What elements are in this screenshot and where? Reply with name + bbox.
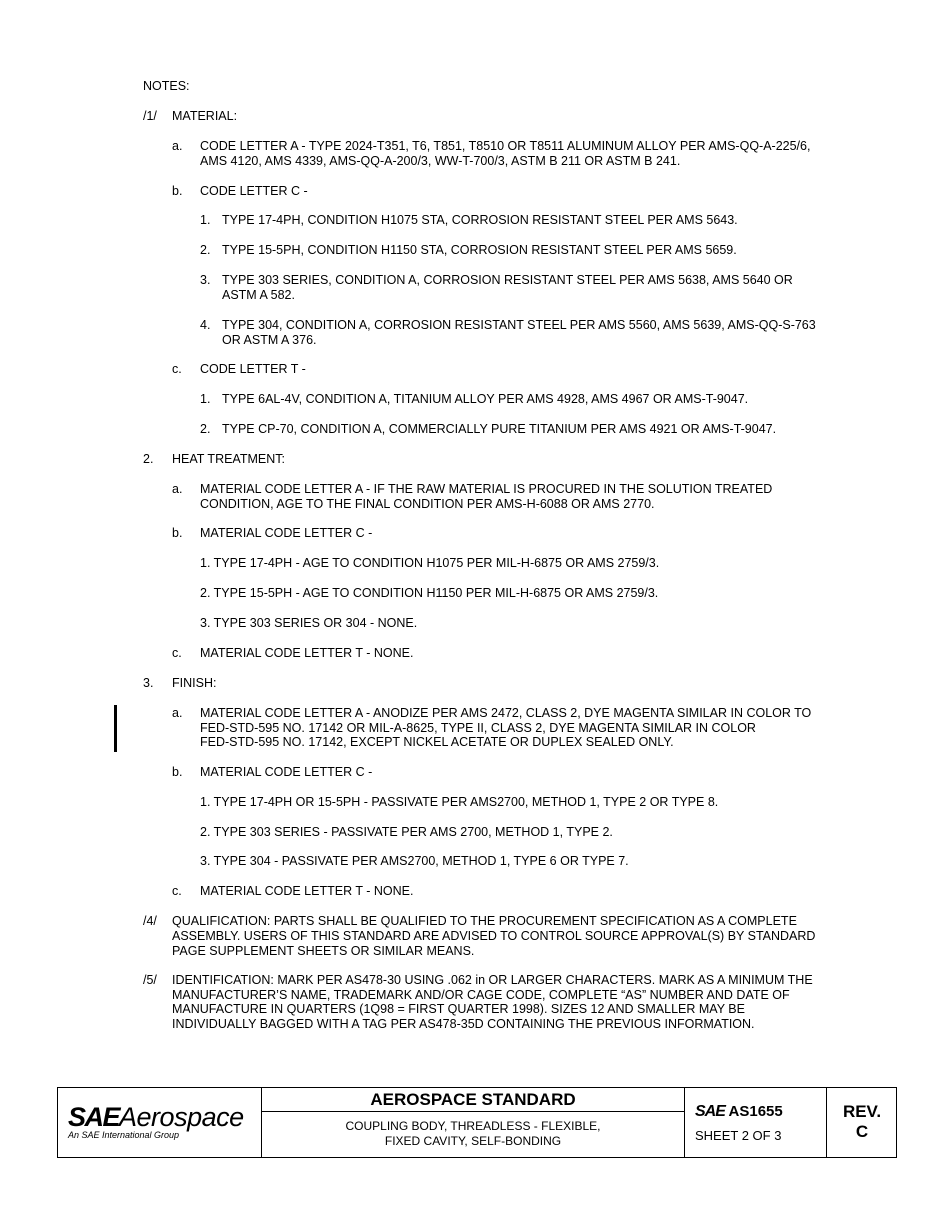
item-text: MATERIAL CODE LETTER T - NONE.	[200, 646, 414, 660]
sub-item-text: TYPE 17-4PH, CONDITION H1075 STA, CORROSION RESISTANT STEEL PER AMS 5643.	[222, 213, 738, 227]
document-title	[262, 1119, 684, 1149]
sub-item-text: TYPE 6AL-4V, CONDITION A, TITANIUM ALLOY PER AMS 4928, AMS 4967 OR AMS-T-9047.	[222, 392, 749, 406]
sub-item-text: 1. TYPE 17-4PH OR 15-5PH - PASSIVATE PER AMS2700, METHOD 1, TYPE 2 OR TYPE 8.	[200, 795, 719, 809]
revision	[827, 1102, 897, 1142]
section-title: FINISH:	[172, 676, 217, 690]
item-text: MATERIAL CODE LETTER C -	[200, 765, 373, 779]
document-title-line-2: FIXED CAVITY, SELF-BONDING	[384, 1134, 562, 1148]
section-text: PAGE SUPPLEMENT SHEETS OR SIMILAR MEANS.	[172, 944, 475, 958]
item-letter: b.	[172, 184, 183, 198]
item-letter: c.	[172, 362, 182, 376]
logo-tagline: An SAE International Group	[68, 1130, 180, 1140]
item-letter: a.	[172, 482, 183, 496]
revision-cell	[827, 1088, 897, 1157]
logo-aerospace: Aerospace	[119, 1102, 244, 1132]
item-letter: c.	[172, 884, 182, 898]
sub-item-number: 2.	[200, 243, 211, 257]
item-letter: c.	[172, 646, 182, 660]
item-letter: a.	[172, 706, 183, 720]
section-text: QUALIFICATION: PARTS SHALL BE QUALIFIED TO THE PROCUREMENT SPECIFICATION AS A COMPLETE	[172, 914, 797, 928]
notes-title: NOTES:	[143, 79, 190, 93]
sub-item-number: 1.	[200, 213, 211, 227]
item-text: CONDITION, AGE TO THE FINAL CONDITION PER AMS-H-6088 OR AMS 2770.	[200, 497, 655, 511]
section-marker: /5/	[143, 973, 157, 987]
sub-item-number: 1.	[200, 392, 211, 406]
section-text: MANUFACTURE IN QUARTERS (1Q98 = FIRST QUARTER 1998). SIZES 12 AND SMALLER MAY BE	[172, 1002, 745, 1016]
sae-mark: SAE	[695, 1103, 725, 1120]
item-text: MATERIAL CODE LETTER A - IF THE RAW MATERIAL IS PROCURED IN THE SOLUTION TREATED	[200, 482, 773, 496]
sub-item-text: TYPE 15-5PH, CONDITION H1150 STA, CORROSION RESISTANT STEEL PER AMS 5659.	[222, 243, 737, 257]
sub-item-text: OR ASTM A 376.	[222, 333, 317, 347]
item-text: MATERIAL CODE LETTER C -	[200, 526, 373, 540]
sub-item-text: TYPE 303 SERIES, CONDITION A, CORROSION RESISTANT STEEL PER AMS 5638, AMS 5640 OR	[222, 273, 793, 287]
sheet-number: SHEET 2 OF 3	[695, 1128, 782, 1143]
title-block	[57, 1087, 897, 1158]
title-cell	[262, 1088, 685, 1157]
sub-item-text: 3. TYPE 304 - PASSIVATE PER AMS2700, METHOD 1, TYPE 6 OR TYPE 7.	[200, 854, 629, 868]
revision-value: C	[855, 1122, 869, 1141]
logo-cell	[58, 1088, 262, 1157]
document-number-value: AS1655	[728, 1103, 783, 1120]
sub-item-text: 1. TYPE 17-4PH - AGE TO CONDITION H1075 PER MIL-H-6875 OR AMS 2759/3.	[200, 556, 660, 570]
item-letter: a.	[172, 139, 183, 153]
sub-item-text: TYPE 304, CONDITION A, CORROSION RESISTANT STEEL PER AMS 5560, AMS 5639, AMS-QQ-S-763	[222, 318, 816, 332]
section-text: IDENTIFICATION: MARK PER AS478-30 USING .062 in OR LARGER CHARACTERS. MARK AS A MINIMUM THE	[172, 973, 813, 987]
logo-sae: SAE	[68, 1102, 120, 1132]
section-marker: /4/	[143, 914, 157, 928]
sub-item-number: 3.	[200, 273, 211, 287]
revision-label: REV.	[842, 1102, 882, 1121]
section-text: ASSEMBLY. USERS OF THIS STANDARD ARE ADVISED TO CONTROL SOURCE APPROVAL(S) BY STANDARD	[172, 929, 816, 943]
item-text: MATERIAL CODE LETTER A - ANODIZE PER AMS 2472, CLASS 2, DYE MAGENTA SIMILAR IN COLOR TO	[200, 706, 812, 720]
section-text: INDIVIDUALLY BAGGED WITH A TAG PER AS478-35D CONTAINING THE PREVIOUS INFORMATION.	[172, 1017, 755, 1031]
sub-item-text: 2. TYPE 15-5PH - AGE TO CONDITION H1150 PER MIL-H-6875 OR AMS 2759/3.	[200, 586, 659, 600]
standard-header: AEROSPACE STANDARD	[262, 1088, 684, 1112]
item-text: MATERIAL CODE LETTER T - NONE.	[200, 884, 414, 898]
item-text: CODE LETTER A - TYPE 2024-T351, T6, T851, T8510 OR T8511 ALUMINUM ALLOY PER AMS-QQ-A-225/6,	[200, 139, 811, 153]
item-text: CODE LETTER C -	[200, 184, 308, 198]
section-marker: 3.	[143, 676, 154, 690]
item-text: FED-STD-595 NO. 17142, EXCEPT NICKEL ACETATE OR DUPLEX SEALED ONLY.	[200, 735, 674, 749]
sub-item-number: 2.	[200, 422, 211, 436]
sae-aerospace-logo	[68, 1102, 244, 1140]
section-title: MATERIAL:	[172, 109, 238, 123]
revision-bar	[114, 705, 117, 752]
sub-item-text: TYPE CP-70, CONDITION A, COMMERCIALLY PURE TITANIUM PER AMS 4921 OR AMS-T-9047.	[222, 422, 777, 436]
document-title-line-1: COUPLING BODY, THREADLESS - FLEXIBLE,	[345, 1119, 601, 1133]
sub-item-text: 2. TYPE 303 SERIES - PASSIVATE PER AMS 2700, METHOD 1, TYPE 2.	[200, 825, 613, 839]
item-letter: b.	[172, 526, 183, 540]
item-text: AMS 4120, AMS 4339, AMS-QQ-A-200/3, WW-T-700/3, ASTM B 211 OR ASTM B 241.	[200, 154, 681, 168]
sub-item-number: 4.	[200, 318, 211, 332]
section-title: HEAT TREATMENT:	[172, 452, 285, 466]
item-text: CODE LETTER T -	[200, 362, 306, 376]
section-marker: /1/	[143, 109, 157, 123]
item-text: FED-STD-595 NO. 17142 OR MIL-A-8625, TYPE II, CLASS 2, DYE MAGENTA SIMILAR IN COLOR	[200, 721, 756, 735]
sub-item-text: ASTM A 582.	[222, 288, 295, 302]
section-marker: 2.	[143, 452, 154, 466]
section-text: MANUFACTURER’S NAME, TRADEMARK AND/OR CAGE CODE, COMPLETE “AS” NUMBER AND DATE OF	[172, 988, 790, 1002]
item-letter: b.	[172, 765, 183, 779]
sub-item-text: 3. TYPE 303 SERIES OR 304 - NONE.	[200, 616, 418, 630]
document-number	[695, 1103, 783, 1121]
doc-number-cell	[685, 1088, 827, 1157]
